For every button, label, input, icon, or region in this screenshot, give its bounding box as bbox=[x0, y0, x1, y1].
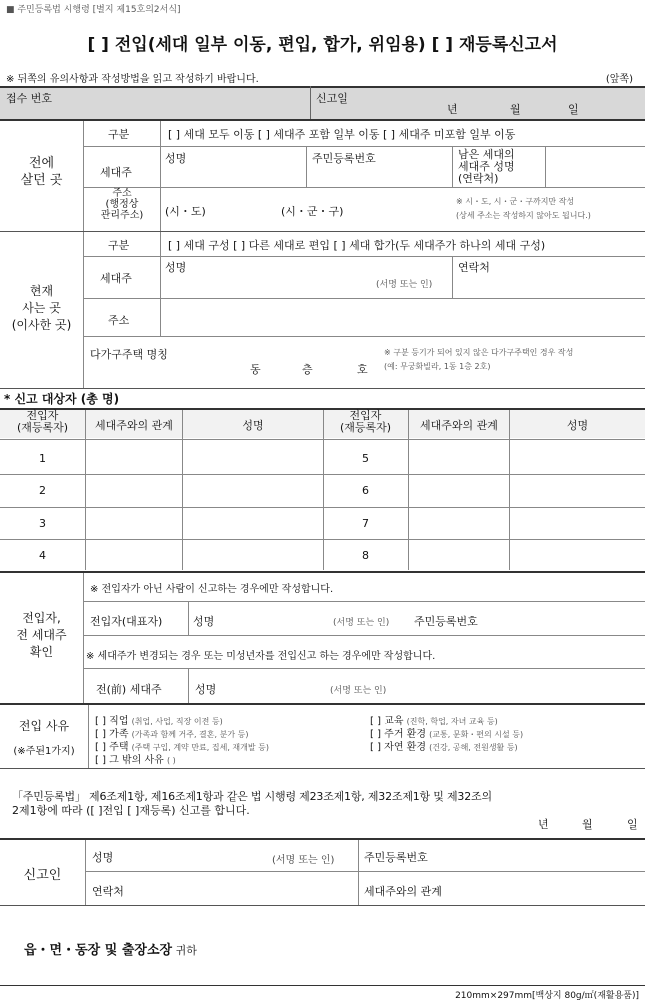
instruction-note: ※ 뒤쪽의 유의사항과 작성방법을 읽고 작성하기 바랍니다. bbox=[6, 74, 259, 85]
previous-address-label: 주소 (행정상 관리주소) bbox=[100, 188, 144, 221]
reason-natural-environment[interactable]: [ ] 자연 환경 (건강, 공해, 전원생활 등) bbox=[370, 742, 518, 753]
previous-head-label: 세대주 bbox=[100, 166, 132, 179]
reason-section-sub: (※주된1가지) bbox=[13, 746, 75, 757]
reason-living-environment[interactable]: [ ] 주거 환경 (교통, 문화・편의 시설 등) bbox=[370, 729, 524, 740]
targets-col-name-left: 성명 bbox=[242, 419, 264, 432]
report-date-label: 신고일 bbox=[316, 92, 348, 105]
previous-residence-label: 전에 살던 곳 bbox=[20, 156, 63, 188]
target-row-number: 7 bbox=[362, 517, 369, 530]
reason-education[interactable]: [ ] 교육 (진학, 학업, 자녀 교육 등) bbox=[370, 716, 498, 727]
reason-section-label: 전입 사유 bbox=[18, 719, 70, 733]
paper-spec: 210mm×297mm[백상지 80g/㎡(재활용품)] bbox=[455, 991, 639, 1001]
target-name-field[interactable] bbox=[510, 441, 644, 473]
target-relation-field[interactable] bbox=[409, 441, 508, 473]
target-row-number: 5 bbox=[362, 452, 369, 465]
previous-head-name-label: 성명 bbox=[165, 152, 187, 165]
previous-category-label: 구분 bbox=[108, 128, 130, 141]
multi-house-ho: 호 bbox=[357, 363, 368, 376]
declaration-day: 일 bbox=[627, 818, 638, 831]
report-date-year: 년 bbox=[447, 103, 458, 116]
reporter-sign: (서명 또는 인) bbox=[272, 855, 335, 866]
declaration-month: 월 bbox=[582, 818, 593, 831]
law-reference: ■ 주민등록법 시행령 [별지 제15호의2서식] bbox=[6, 5, 181, 15]
multi-house-label: 다가구주택 명칭 bbox=[90, 348, 168, 361]
target-row-number: 3 bbox=[39, 517, 46, 530]
target-row-number: 2 bbox=[39, 484, 46, 497]
previous-sido: (시・도) bbox=[165, 205, 206, 218]
previous-head-rrn-field[interactable] bbox=[312, 165, 447, 185]
current-residence-label: 현재 사는 곳 (이사한 곳) bbox=[11, 284, 72, 332]
reporter-rrn-label: 주민등록번호 bbox=[364, 851, 428, 864]
current-category-label: 구분 bbox=[108, 239, 130, 252]
target-row-number: 1 bbox=[39, 452, 46, 465]
current-category-options[interactable]: [ ] 세대 구성 [ ] 다른 세대로 편입 [ ] 세대 합가(두 세대주가 하나의 세대 구성) bbox=[168, 239, 546, 252]
declaration-year: 년 bbox=[538, 818, 549, 831]
current-head-name-label: 성명 bbox=[165, 261, 187, 274]
representative-rrn-field[interactable] bbox=[495, 605, 640, 631]
receipt-number-label: 접수 번호 bbox=[6, 92, 53, 105]
current-head-sign: (서명 또는 인) bbox=[376, 280, 433, 290]
representative-rrn-label: 주민등록번호 bbox=[414, 615, 478, 628]
targets-heading: * 신고 대상자 (총 명) bbox=[4, 392, 120, 406]
previous-head-confirm-name-field[interactable] bbox=[225, 673, 325, 699]
targets-col-relation-right: 세대주와의 관계 bbox=[420, 419, 498, 432]
reason-housing[interactable]: [ ] 주택 (주택 구입, 계약 만료, 집세, 재개발 등) bbox=[95, 742, 269, 753]
multi-house-floor: 층 bbox=[302, 363, 313, 376]
multi-house-note: ※ 구분 등기가 되어 있지 않은 다가구주택인 경우 작성 (예: 무궁화빌라, 1동 1층 2호) bbox=[384, 348, 574, 371]
current-contact-label: 연락처 bbox=[458, 261, 490, 274]
previous-sigungu: (시・군・구) bbox=[281, 205, 344, 218]
targets-col-relation-left: 세대주와의 관계 bbox=[95, 419, 173, 432]
reporter-rrn-field[interactable] bbox=[445, 842, 640, 868]
targets-col-mover-right: 전입자 (재등록자) bbox=[339, 409, 392, 434]
report-date-month: 월 bbox=[510, 103, 521, 116]
form-title: [ ] 전입(세대 일부 이동, 편입, 합가, 위임용) [ ] 재등록신고서 bbox=[87, 35, 558, 55]
reporter-relation-label: 세대주와의 관계 bbox=[364, 885, 442, 898]
target-row-number: 8 bbox=[362, 549, 369, 562]
report-date-day: 일 bbox=[568, 103, 579, 116]
previous-head-name-field[interactable] bbox=[165, 165, 305, 185]
target-row-number: 4 bbox=[39, 549, 46, 562]
targets-col-mover-left: 전입자 (재등록자) bbox=[16, 409, 69, 434]
front-side-label: (앞쪽) bbox=[605, 74, 633, 85]
reporter-contact-label: 연락처 bbox=[92, 885, 124, 898]
declaration-line-1: 「주민등록법」 제6조제1항, 제16조제1항과 같은 법 시행령 제23조제1항, 제32조제1항 및 제32조의 bbox=[12, 790, 492, 803]
current-contact-field[interactable] bbox=[458, 274, 643, 296]
target-relation-field[interactable] bbox=[86, 441, 181, 473]
multi-house-dong: 동 bbox=[250, 363, 261, 376]
representative-name-label: 성명 bbox=[193, 615, 215, 628]
previous-category-options[interactable]: [ ] 세대 모두 이동 [ ] 세대주 포함 일부 이동 [ ] 세대주 미포함 일부 이동 bbox=[168, 128, 516, 141]
previous-head-confirm-label: 전(前) 세대주 bbox=[96, 683, 162, 696]
reason-job[interactable]: [ ] 직업 (취업, 사업, 직장 이전 등) bbox=[95, 716, 223, 727]
remaining-head-label: 남은 세대의 세대주 성명 (연락처) bbox=[458, 148, 515, 185]
previous-head-confirm-sign: (서명 또는 인) bbox=[330, 686, 387, 696]
target-row-number: 6 bbox=[362, 484, 369, 497]
current-address-field[interactable] bbox=[165, 302, 640, 334]
current-head-label: 세대주 bbox=[100, 272, 132, 285]
previous-head-confirm-name-label: 성명 bbox=[195, 683, 217, 696]
reporter-section-label: 신고인 bbox=[23, 868, 62, 883]
confirm-note-1: ※ 전입자가 아닌 사람이 신고하는 경우에만 작성합니다. bbox=[90, 584, 334, 595]
previous-address-note: ※ 시・도, 시・군・구까지만 작성 (상세 주소는 작성하지 않아도 됩니다.) bbox=[456, 197, 591, 220]
declaration-line-2: 2제1항에 따라 ([ ]전입 [ ]재등록) 신고를 합니다. bbox=[12, 804, 250, 817]
reporter-relation-field[interactable] bbox=[465, 875, 640, 901]
confirm-section-label: 전입자, 전 세대주 확인 bbox=[16, 611, 67, 659]
confirm-note-2: ※ 세대주가 변경되는 경우 또는 미성년자를 전입신고 하는 경우에만 작성합니다. bbox=[86, 651, 436, 662]
reporter-name-field[interactable] bbox=[120, 842, 270, 868]
representative-label: 전입자(대표자) bbox=[90, 615, 163, 628]
reporter-name-label: 성명 bbox=[92, 851, 114, 864]
targets-col-name-right: 성명 bbox=[566, 419, 589, 432]
remaining-head-field[interactable] bbox=[548, 149, 643, 185]
addressee: 읍・면・동장 및 출장소장 귀하 bbox=[24, 943, 197, 958]
representative-sign: (서명 또는 인) bbox=[333, 618, 390, 628]
current-address-label: 주소 bbox=[108, 314, 130, 327]
reporter-contact-field[interactable] bbox=[140, 875, 352, 901]
previous-head-rrn-label: 주민등록번호 bbox=[312, 152, 376, 165]
target-name-field[interactable] bbox=[183, 441, 322, 473]
representative-name-field[interactable] bbox=[225, 605, 325, 631]
reason-other[interactable]: [ ] 그 밖의 사유 ( ) bbox=[95, 755, 176, 766]
reason-family[interactable]: [ ] 가족 (가족과 함께 거주, 결혼, 분가 등) bbox=[95, 729, 249, 740]
